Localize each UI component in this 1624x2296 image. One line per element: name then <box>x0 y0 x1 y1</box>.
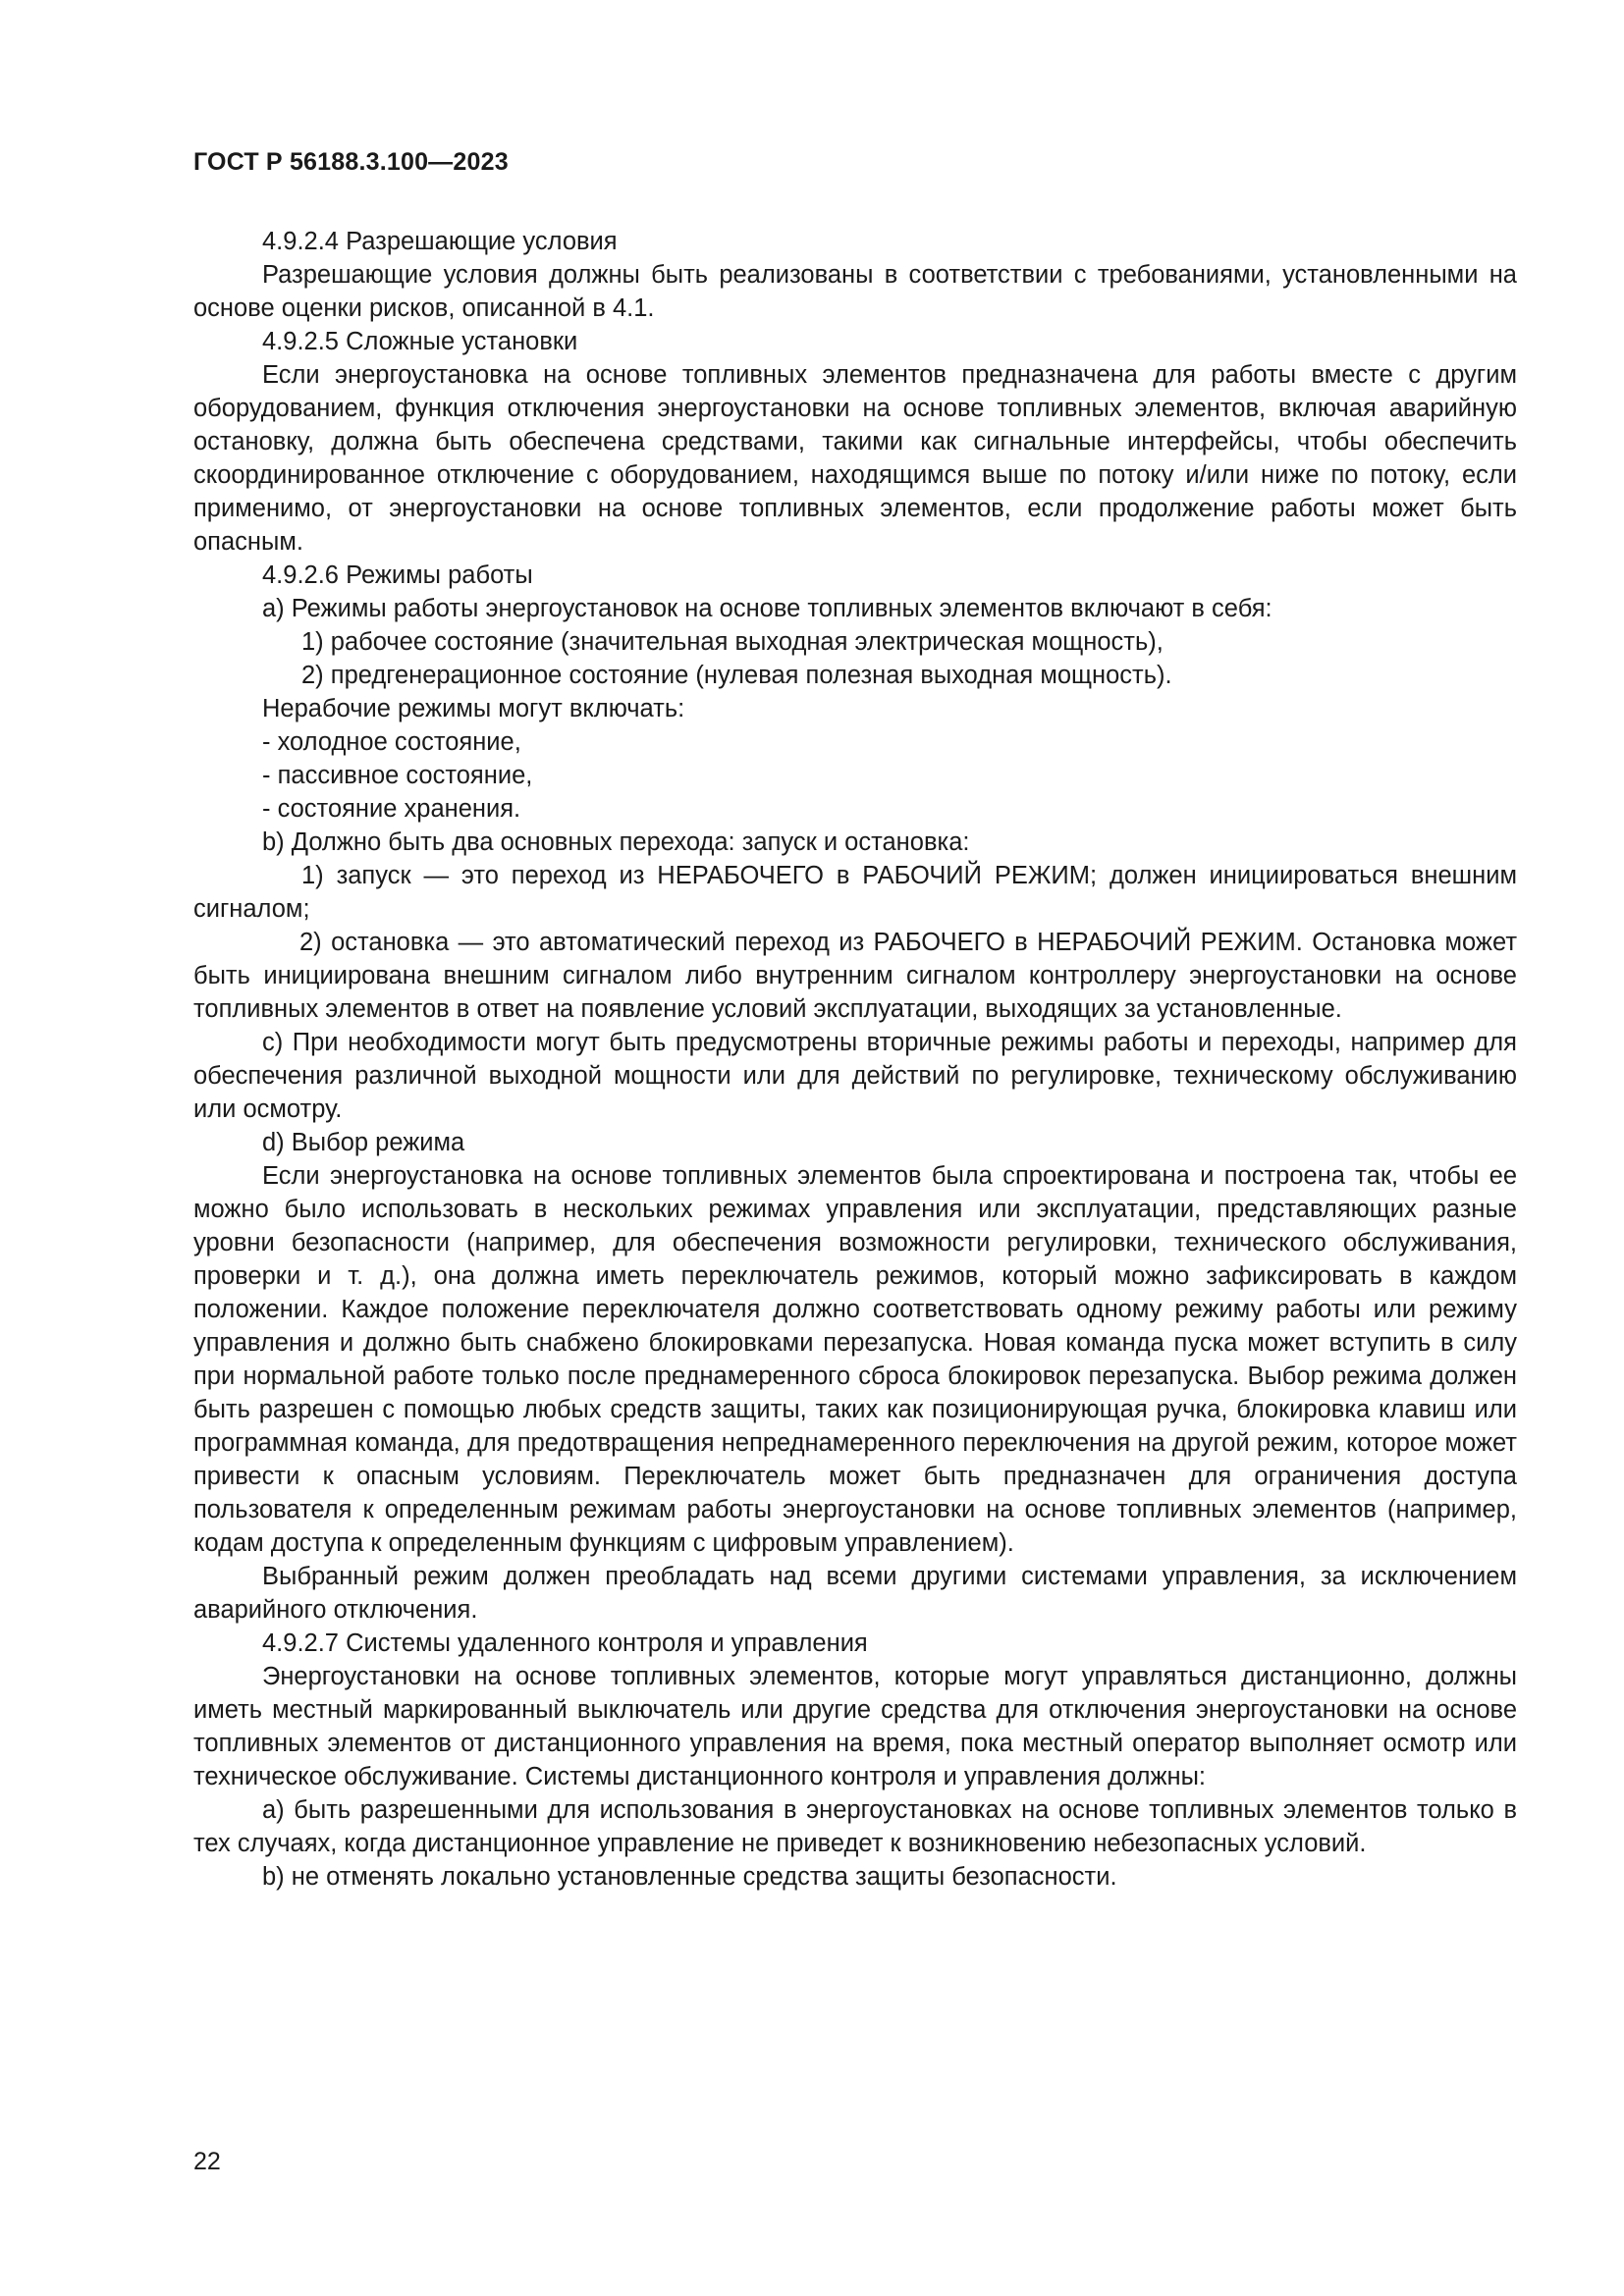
section-heading-4-9-2-7: 4.9.2.7 Системы удаленного контроля и управления <box>262 1629 868 1657</box>
sublist-item: 2) остановка — это автоматический переход из РАБОЧЕГО в НЕРАБОЧИЙ РЕЖИМ. Остановка может быть инициирована внешним сигналом либо внутренним сигналом контроллеру энергоустановки на основе топливных элементов в ответ на появление условий эксплуатации, выходящих за установленные. <box>193 929 1517 1023</box>
list-item-a: a) быть разрешенными для использования в энергоустановках на основе топливных элементов только в тех случаях, когда дистанционное управление не приведет к возникновению небезопасных условий. <box>193 1796 1517 1857</box>
list-item-c: c) При необходимости могут быть предусмотрены вторичные режимы работы и переходы, например для обеспечения различной выходной мощности или для действий по регулировке, техническому обслуживанию или осмотру. <box>193 1029 1517 1123</box>
document-body <box>193 225 1517 1894</box>
list-item-b: b) не отменять локально установленные средства защиты безопасности. <box>262 1863 1117 1891</box>
body-paragraph: Разрешающие условия должны быть реализованы в соответствии с требованиями, установленными на основе оценки рисков, описанной в 4.1. <box>193 261 1517 322</box>
body-paragraph: Если энергоустановка на основе топливных элементов предназначена для работы вместе с другим оборудованием, функция отключения энергоустановки на основе топливных элементов, включая аварийную остановку, должна быть обеспечена средствами, такими как сигнальные интерфейсы, чтобы обеспечить скоординированное отключение с оборудованием, находящимся выше по потоку и/или ниже по потоку, если применимо, от энергоустановки на основе топливных элементов, если продолжение работы может быть опасным. <box>193 361 1517 556</box>
body-paragraph: Если энергоустановка на основе топливных элементов была спроектирована и построена так, чтобы ее можно было использовать в нескольких режимах управления или эксплуатации, представляющих разные уровни безопасности (например, для обеспечения возможности регулировки, технического обслуживания, проверки и т. д.), она должна иметь переключатель режимов, который можно зафиксировать в каждом положении. Каждое положение переключателя должно соответствовать одному режиму работы или режиму управления и должно быть снабжено блокировками перезапуска. Новая команда пуска может вступить в силу при нормальной работе только после преднамеренного сброса блокировок перезапуска. Выбор режима должен быть разрешен с помощью любых средств защиты, таких как позиционирующая ручка, блокировка клавиш или программная команда, для предотвращения непреднамеренного переключения на другой режим, которое может привести к опасным условиям. Переключатель может быть предназначен для ограничения доступа пользователя к определенным режимам работы энергоустановки на основе топливных элементов (например, кодам доступа к определенным функциям с цифровым управлением). <box>193 1162 1517 1557</box>
document-header: ГОСТ Р 56188.3.100—2023 <box>193 148 509 176</box>
list-item-d: d) Выбор режима <box>262 1129 465 1156</box>
section-heading-4-9-2-5: 4.9.2.5 Сложные установки <box>262 328 578 355</box>
section-heading-4-9-2-4: 4.9.2.4 Разрешающие условия <box>262 228 618 255</box>
page-number: 22 <box>193 2148 221 2175</box>
body-paragraph: Нерабочие режимы могут включать: <box>262 695 685 722</box>
dash-list-item: - пассивное состояние, <box>262 762 533 789</box>
body-paragraph: Энергоустановки на основе топливных элементов, которые могут управляться дистанционно, должны иметь местный маркированный выключатель или другие средства для отключения энергоустановки на основе топливных элементов от дистанционного управления на время, пока местный оператор выполняет осмотр или техническое обслуживание. Системы дистанционного контроля и управления должны: <box>193 1663 1517 1790</box>
dash-list-item: - холодное состояние, <box>262 728 521 756</box>
list-item-b: b) Должно быть два основных перехода: запуск и остановка: <box>262 828 970 856</box>
sublist-item: 2) предгенерационное состояние (нулевая полезная выходная мощность). <box>301 662 1172 689</box>
sublist-item: 1) рабочее состояние (значительная выходная электрическая мощность), <box>301 628 1164 656</box>
dash-list-item: - состояние хранения. <box>262 795 521 823</box>
list-item-a: a) Режимы работы энергоустановок на основе топливных элементов включают в себя: <box>262 595 1272 622</box>
sublist-item: 1) запуск — это переход из НЕРАБОЧЕГО в РАБОЧИЙ РЕЖИМ; должен инициироваться внешним сигналом; <box>193 862 1517 923</box>
body-paragraph: Выбранный режим должен преобладать над всеми другими системами управления, за исключением аварийного отключения. <box>193 1563 1517 1624</box>
section-heading-4-9-2-6: 4.9.2.6 Режимы работы <box>262 561 533 589</box>
